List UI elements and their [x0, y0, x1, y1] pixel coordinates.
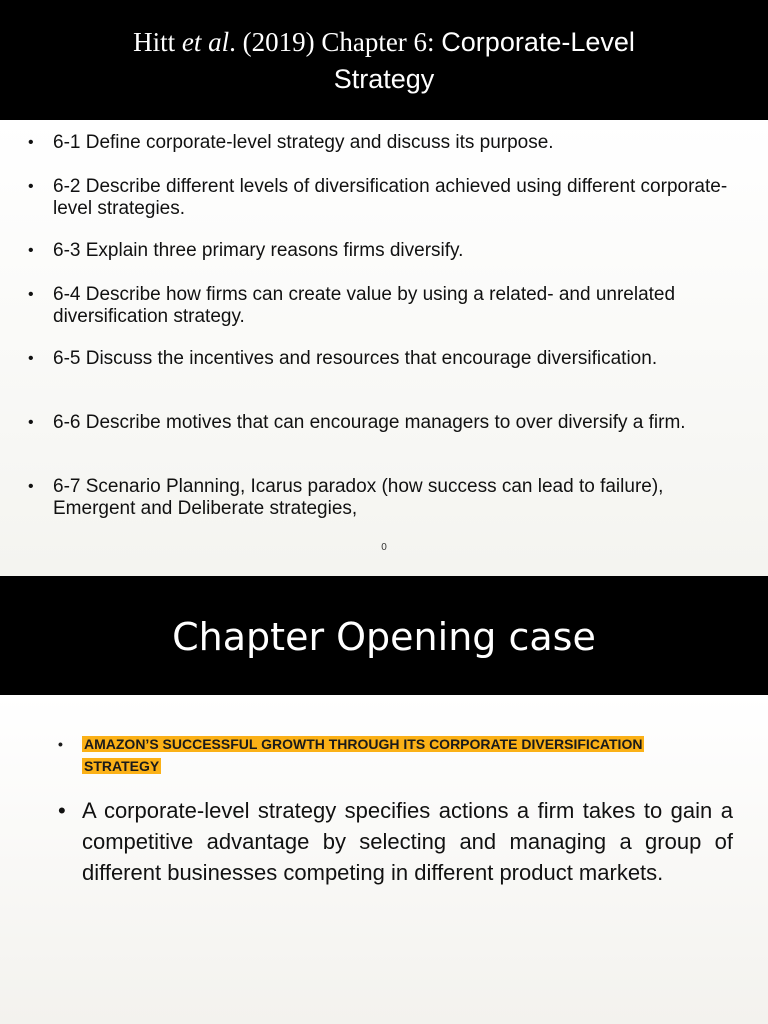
title-author-prefix: Hitt: [133, 27, 182, 57]
bullet: •: [28, 134, 34, 151]
bullet: •: [28, 350, 34, 367]
title-author-italic: et al: [181, 27, 230, 57]
slide-title: Chapter Opening case: [172, 615, 596, 659]
highlighted-text: AMAZON’S SUCCESSFUL GROWTH THROUGH ITS CORPORATE DIVERSIFICATION STRATEGY: [84, 736, 643, 774]
bullet: •: [28, 242, 34, 259]
slide-title-bar: [0, 576, 768, 695]
objective-text: 6-7 Scenario Planning, Icarus paradox (how success can lead to failure), Emergent and Deliberate strategies,: [53, 476, 664, 519]
page-number: 0: [381, 542, 387, 553]
slide-content: [0, 695, 768, 1024]
objective-text: 6-4 Describe how firms can create value by using a related- and unrelated diversification strategy.: [53, 284, 676, 327]
bullet: •: [28, 286, 34, 303]
objective-text: 6-3 Explain three primary reasons firms diversify.: [53, 240, 464, 261]
objective-text: 6-5 Discuss the incentives and resources that encourage diversification.: [53, 348, 658, 369]
bullet: •: [58, 798, 66, 823]
objective-text: 6-2 Describe different levels of diversification achieved using different corporate-level strategies.: [53, 176, 728, 219]
definition-text: A corporate-level strategy specifies actions a firm takes to gain a competitive advantage by selecting and managing a group of different businesses competing in different product markets.: [82, 798, 733, 885]
title-part-1: Corporate-Level: [441, 27, 635, 57]
objectives-list: [0, 120, 768, 576]
highlight-text-wrapper: [82, 733, 722, 777]
slide-chapter-opening-case: [0, 576, 768, 1024]
bullet: •: [28, 478, 34, 495]
objective-text: 6-1 Define corporate-level strategy and discuss its purpose.: [53, 132, 554, 153]
slide-title-line-1: [0, 25, 768, 59]
slide-title-bar: [0, 0, 768, 120]
bullet: •: [28, 178, 34, 195]
bullet: •: [58, 736, 63, 752]
title-author-suffix: . (2019) Chapter 6:: [229, 27, 442, 57]
bullet: •: [28, 414, 34, 431]
title-part-2: Strategy: [333, 64, 435, 94]
objective-text: 6-6 Describe motives that can encourage managers to over diversify a firm.: [53, 412, 686, 433]
